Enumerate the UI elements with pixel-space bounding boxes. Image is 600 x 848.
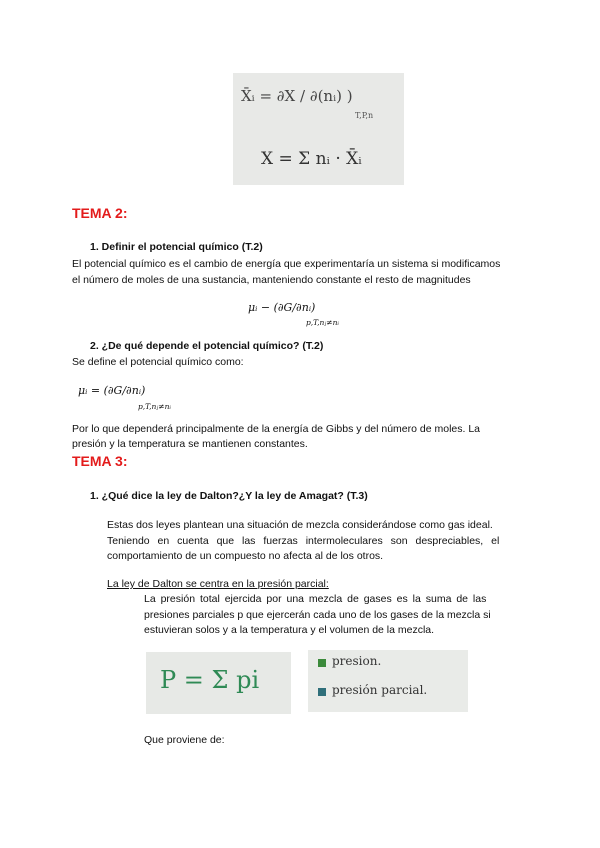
tema2-p3-line2: presión y la temperatura se mantienen constantes. [72, 438, 308, 450]
equation-1-subscript: p,T,nⱼ≠nᵢ [306, 318, 339, 327]
equation-chemical-potential-2: μᵢ = (∂G/∂nᵢ) [78, 384, 146, 397]
handwritten-equation-photo [233, 73, 404, 185]
proviene-de-text: Que proviene de: [144, 734, 225, 746]
legend-green-square [318, 659, 326, 667]
tema3-heading: TEMA 3: [72, 453, 128, 469]
tema3-p2-line2: presiones parciales p que ejercerán cada uno de los gases de la mezcla si [144, 609, 491, 621]
legend-photo [308, 650, 468, 712]
dalton-law-heading: La ley de Dalton se centra en la presión parcial: [107, 578, 329, 590]
sum-equation: X = Σ nᵢ · X̄ᵢ [261, 149, 362, 169]
tema2-p1-line2: el número de moles de una sustancia, manteniendo constante el resto de magnitudes [72, 274, 471, 286]
tema2-p3-line1: Por lo que dependerá principalmente de la energía de Gibbs y del número de moles. La [72, 423, 481, 435]
dalton-formula-photo [146, 652, 291, 714]
tema3-p1-line1: Estas dos leyes plantean una situación de mezcla considerándose como gas ideal. [107, 519, 493, 531]
tema2-p1-line1: El potencial químico es el cambio de energía que experimentaría un sistema si modificamos [72, 258, 501, 270]
tema3-p2-line3: estuvieran solos y a la temperatura y el volumen de la mezcla. [144, 624, 435, 636]
partial-molar-subscript: T,P,n [355, 111, 374, 120]
legend-partial-pressure-label: presión parcial. [332, 683, 428, 697]
legend-teal-square [318, 688, 326, 696]
tema2-p2: Se define el potencial químico como: [72, 356, 244, 368]
legend-pressure-label: presion. [332, 654, 382, 668]
tema2-question-2: 2. ¿De qué depende el potencial químico? (T.2) [90, 340, 324, 352]
tema3-p1-line3: comportamiento de un compuesto no afecta al de los otros. [107, 550, 384, 562]
tema3-question-1: 1. ¿Qué dice la ley de Dalton?¿Y la ley de Amagat? (T.3) [90, 490, 368, 502]
tema2-heading: TEMA 2: [72, 205, 128, 221]
equation-chemical-potential-1: μᵢ − (∂G/∂nᵢ) [248, 301, 316, 314]
tema3-p1-line2: Teniendo en cuenta que las fuerzas intermoleculares son despreciables, el [107, 535, 500, 547]
tema2-question-1: 1. Definir el potencial químico (T.2) [90, 241, 263, 253]
equation-2-subscript: p,T,nⱼ≠nᵢ [138, 402, 171, 411]
tema3-p2-line1: La presión total ejercida por una mezcla de gases es la suma de las [144, 593, 487, 605]
partial-molar-equation: X̄ᵢ = ∂X / ∂(nᵢ) ) [241, 87, 353, 105]
dalton-formula: P = Σ pi [160, 666, 260, 694]
